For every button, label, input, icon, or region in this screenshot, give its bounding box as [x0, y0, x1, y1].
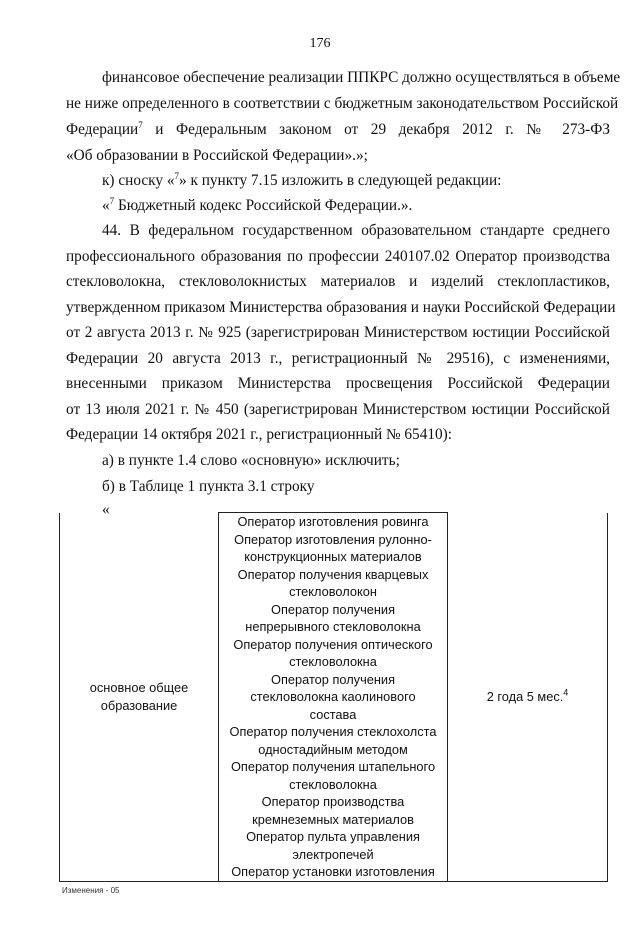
- specialty-line: электропечей: [292, 846, 374, 862]
- paragraph-line: внесенными приказом Министерства просвещения Российской Федерации: [66, 375, 610, 392]
- text-run: и Федеральным законом от 29 декабря 2012 г. № 273-ФЗ: [142, 121, 610, 138]
- paragraph-line: 44. В федеральном государственном образовательном стандарте среднего: [102, 222, 610, 239]
- specialty-line: Оператор получения штапельного: [230, 759, 436, 774]
- specialty-line: Оператор получения кварцевых: [237, 566, 429, 582]
- specialty-line: одностадийным методом: [258, 741, 408, 757]
- paragraph-line: профессионального образования по профессии 240107.02 Оператор производства: [66, 248, 610, 265]
- footnote-marker: 7: [174, 170, 179, 181]
- duration-text: 2 года 5 мес.: [486, 689, 564, 704]
- specialty-line: Оператор получения: [270, 671, 396, 687]
- footnote-marker: 7: [138, 119, 143, 130]
- paragraph-line: утвержденном приказом Министерства образования и науки Российской Федерации: [66, 299, 616, 316]
- specialty-line: кремнеземных материалов: [252, 811, 414, 827]
- paragraph-line: финансовое обеспечение реализации ППКРС должно осуществляться в объеме: [102, 69, 621, 86]
- text-run: » к пункту 7.15 изложить в следующей редакции:: [178, 172, 502, 189]
- text-run: к) сноску «: [102, 172, 175, 189]
- specialty-line: непрерывного стекловолокна: [245, 619, 421, 634]
- specialty-line: Оператор установки изготовления: [231, 864, 435, 879]
- education-text: основное общее образование: [89, 679, 189, 713]
- specialty-line: конструкционных материалов: [244, 549, 422, 564]
- table-row: [60, 513, 608, 882]
- paragraph-line: Федерации 14 октября 2021 г., регистрационный № 65410):: [66, 426, 452, 443]
- paragraph-line: [66, 120, 610, 139]
- specialty-line: Оператор получения стеклохолста: [229, 724, 437, 739]
- specialty-line: стекловолокна: [289, 654, 377, 669]
- paragraph-line: стекловолокна, стекловолокнистых материалов и изделий стеклопластиков,: [66, 273, 610, 290]
- specialty-cell: [219, 513, 448, 882]
- paragraph-line: [102, 196, 412, 215]
- specialty-line: стекловолокна: [289, 776, 377, 792]
- specialty-line: Оператор пульта управления: [246, 829, 420, 844]
- specialty-line: стекловолокна каолинового: [250, 689, 416, 704]
- page-number: 176: [309, 36, 331, 51]
- footnote-marker: 7: [109, 195, 115, 206]
- paragraph-line: от 13 июля 2021 г. № 450 (зарегистрирован Министерством юстиции Российской: [66, 401, 610, 418]
- open-quote: «: [102, 501, 110, 518]
- text-run: «: [102, 197, 110, 214]
- specialty-line: Оператор получения: [270, 601, 396, 617]
- curriculum-table: [59, 512, 608, 882]
- paragraph-line: [102, 171, 501, 190]
- specialty-line: Оператор получения оптического: [233, 636, 433, 652]
- paragraph-line: от 2 августа 2013 г. № 925 (зарегистрирован Министерством юстиции Российской: [66, 324, 610, 341]
- specialty-line: Оператор изготовления рулонно-: [234, 531, 432, 547]
- specialty-line: Оператор производства: [261, 794, 405, 809]
- text-run: Бюджетный кодекс Российской Федерации.».: [114, 197, 413, 214]
- footer-note: Изменения - 05: [62, 886, 120, 895]
- specialty-line: стекловолокон: [289, 584, 377, 599]
- paragraph-line: не ниже определенного в соответствии с бюджетным законодательством Российской: [66, 95, 619, 112]
- list-item-a: а) в пункте 1.4 слово «основную» исключить;: [102, 452, 400, 469]
- paragraph-line: «Об образовании в Российской Федерации».»;: [66, 147, 368, 164]
- specialty-line: состава: [309, 706, 357, 722]
- footnote-marker: 4: [563, 687, 569, 698]
- duration-cell: [448, 513, 608, 882]
- text-run: Федерации: [66, 121, 139, 138]
- list-item-b: б) в Таблице 1 пункта 3.1 строку: [102, 478, 315, 495]
- education-cell: [60, 513, 219, 882]
- specialty-line: Оператор изготовления ровинга: [237, 514, 429, 529]
- paragraph-line: Федерации 20 августа 2013 г., регистрационный № 29516), с изменениями,: [66, 350, 610, 367]
